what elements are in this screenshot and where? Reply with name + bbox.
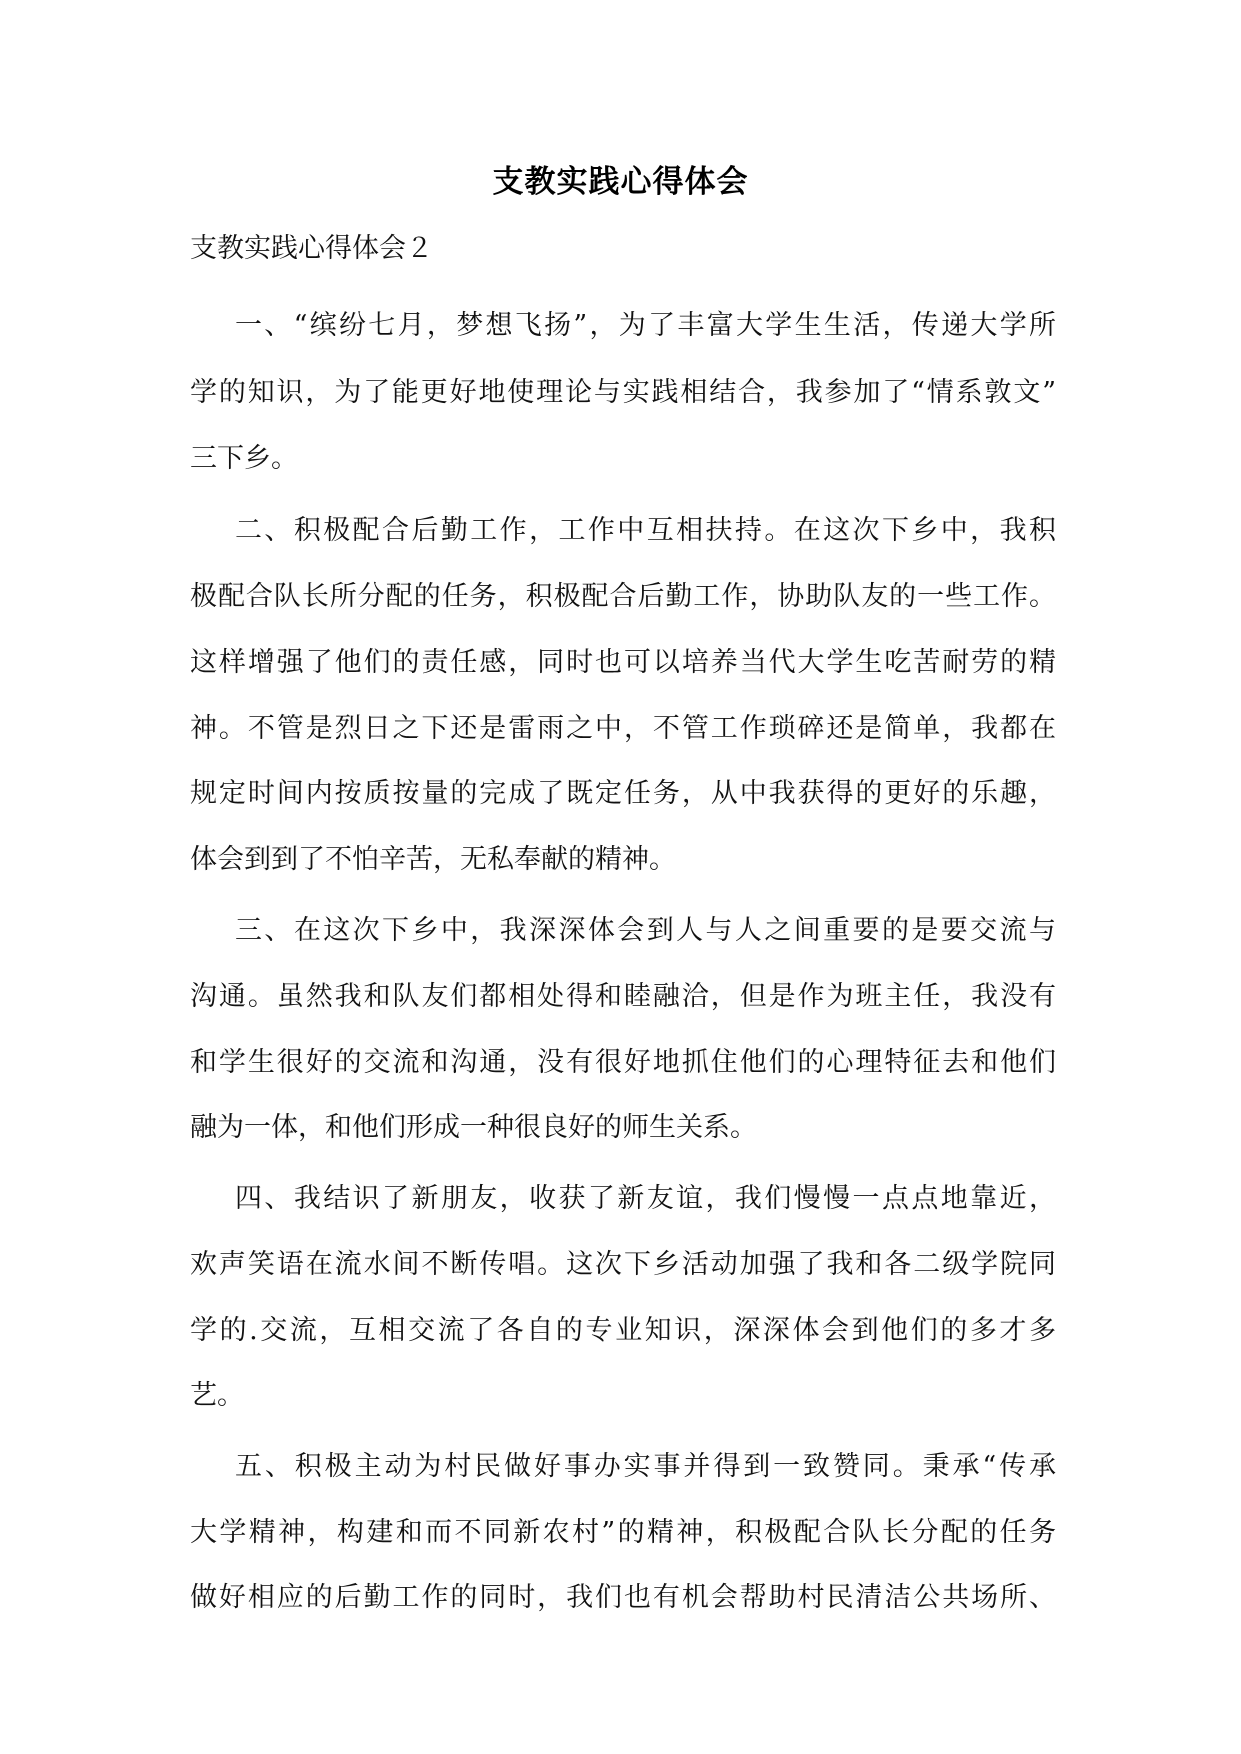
para1-line3: 三下乡。 [190,443,298,474]
para1-line2: 学的知识，为了能更好地使理论与实践相结合，我参加了“情系敦文” [190,377,1056,408]
para2-line4: 神。不管是烈日之下还是雷雨之中，不管工作琐碎还是简单，我都在 [190,713,1056,744]
subtitle-line: 支教实践心得体会２ [190,233,433,264]
para2-line6: 体会到到了不怕辛苦，无私奉献的精神。 [190,844,676,875]
para4-line3: 学的.交流，互相交流了各自的专业知识，深深体会到他们的多才多 [190,1315,1056,1346]
para3-line1: 三、在这次下乡中，我深深体会到人与人之间重要的是要交流与 [235,915,1056,946]
para4-line2: 欢声笑语在流水间不断传唱。这次下乡活动加强了我和各二级学院同 [190,1249,1056,1280]
para2-line3: 这样增强了他们的责任感，同时也可以培养当代大学生吃苦耐劳的精 [190,647,1056,678]
para2-line5: 规定时间内按质按量的完成了既定任务，从中我获得的更好的乐趣， [190,778,1056,809]
para2-line1: 二、积极配合后勤工作，工作中互相扶持。在这次下乡中，我积 [235,515,1056,546]
para5-line3: 做好相应的后勤工作的同时，我们也有机会帮助村民清洁公共场所、 [190,1582,1056,1613]
document-title: 支教实践心得体会 [492,164,749,200]
para5-line1: 五、积极主动为村民做好事办实事并得到一致赞同。秉承“传承 [235,1451,1056,1482]
para3-line3: 和学生很好的交流和沟通，没有很好地抓住他们的心理特征去和他们 [190,1047,1056,1078]
para4-line4: 艺。 [190,1380,244,1411]
para1-line1: 一、“缤纷七月，梦想飞扬”，为了丰富大学生生活，传递大学所 [235,310,1056,341]
para3-line2: 沟通。虽然我和队友们都相处得和睦融洽，但是作为班主任，我没有 [190,981,1056,1012]
para5-line2: 大学精神，构建和而不同新农村”的精神，积极配合队长分配的任务 [190,1517,1056,1548]
para3-line4: 融为一体，和他们形成一种很良好的师生关系。 [190,1112,757,1143]
para4-line1: 四、我结识了新朋友，收获了新友谊，我们慢慢一点点地靠近， [235,1183,1056,1214]
para2-line2: 极配合队长所分配的任务，积极配合后勤工作，协助队友的一些工作。 [190,581,1056,612]
